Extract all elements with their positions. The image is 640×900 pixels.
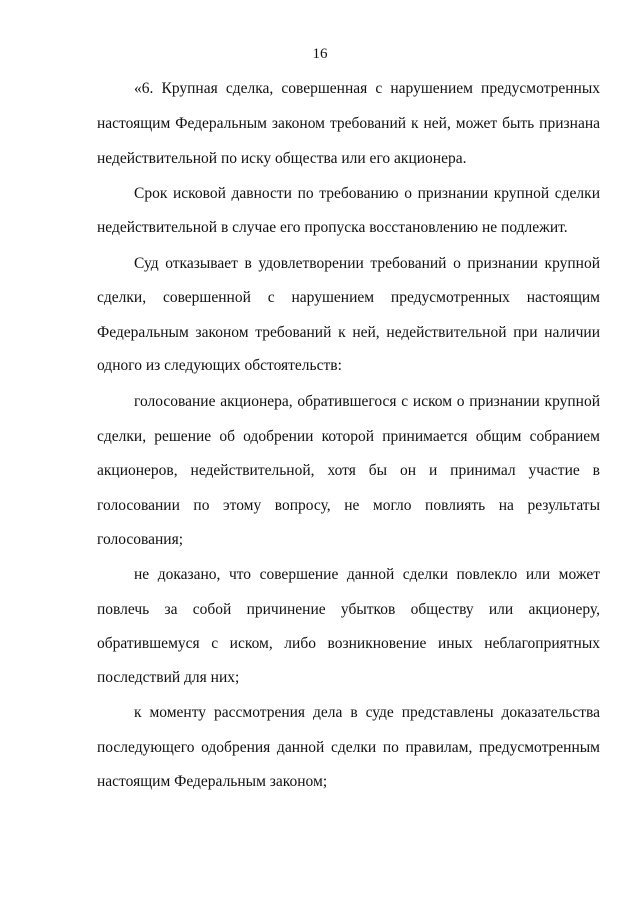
paragraph-3-line-3: Федеральным законом требований к ней, недействительной при наличии — [97, 324, 600, 341]
paragraph-4-line-1: голосование акционера, обратившегося с иском о признании крупной — [134, 393, 600, 410]
paragraph-4-line-4: голосовании по этому вопросу, не могло повлиять на результаты — [97, 497, 600, 514]
paragraph-2-line-1: Срок исковой давности по требованию о признании крупной сделки — [134, 185, 600, 202]
paragraph-3-line-2: сделки, совершенной с нарушением предусмотренных настоящим — [97, 289, 600, 306]
paragraph-6-line-1: к моменту рассмотрения дела в суде представлены доказательства — [134, 704, 600, 721]
paragraph-6-line-3: настоящим Федеральным законом; — [97, 773, 328, 790]
paragraph-6-line-2: последующего одобрения данной сделки по правилам, предусмотренным — [97, 739, 600, 756]
paragraph-5-line-3: обратившемуся с иском, либо возникновение иных неблагоприятных — [97, 635, 600, 652]
paragraph-4-line-5: голосования; — [97, 531, 184, 548]
page-number: 16 — [312, 46, 328, 62]
paragraph-1-line-2: настоящим Федеральным законом требований к ней, может быть признана — [97, 115, 600, 132]
paragraph-1-line-1: «6. Крупная сделка, совершенная с нарушением предусмотренных — [134, 80, 600, 97]
paragraph-5-line-2: повлечь за собой причинение убытков обществу или акционеру, — [97, 601, 600, 618]
paragraph-1-line-3: недействительной по иску общества или его акционера. — [97, 150, 467, 167]
paragraph-5-line-1: не доказано, что совершение данной сделки повлекло или может — [134, 566, 600, 583]
paragraph-4-line-2: сделки, решение об одобрении которой принимается общим собранием — [97, 428, 600, 445]
paragraph-5-line-4: последствий для них; — [97, 669, 240, 686]
paragraph-3-line-4: одного из следующих обстоятельств: — [97, 357, 342, 374]
paragraph-3-line-1: Суд отказывает в удовлетворении требований о признании крупной — [134, 255, 600, 272]
paragraph-4-line-3: акционеров, недействительной, хотя бы он и принимал участие в — [97, 462, 600, 479]
paragraph-2-line-2: недействительной в случае его пропуска восстановлению не подлежит. — [97, 219, 568, 236]
